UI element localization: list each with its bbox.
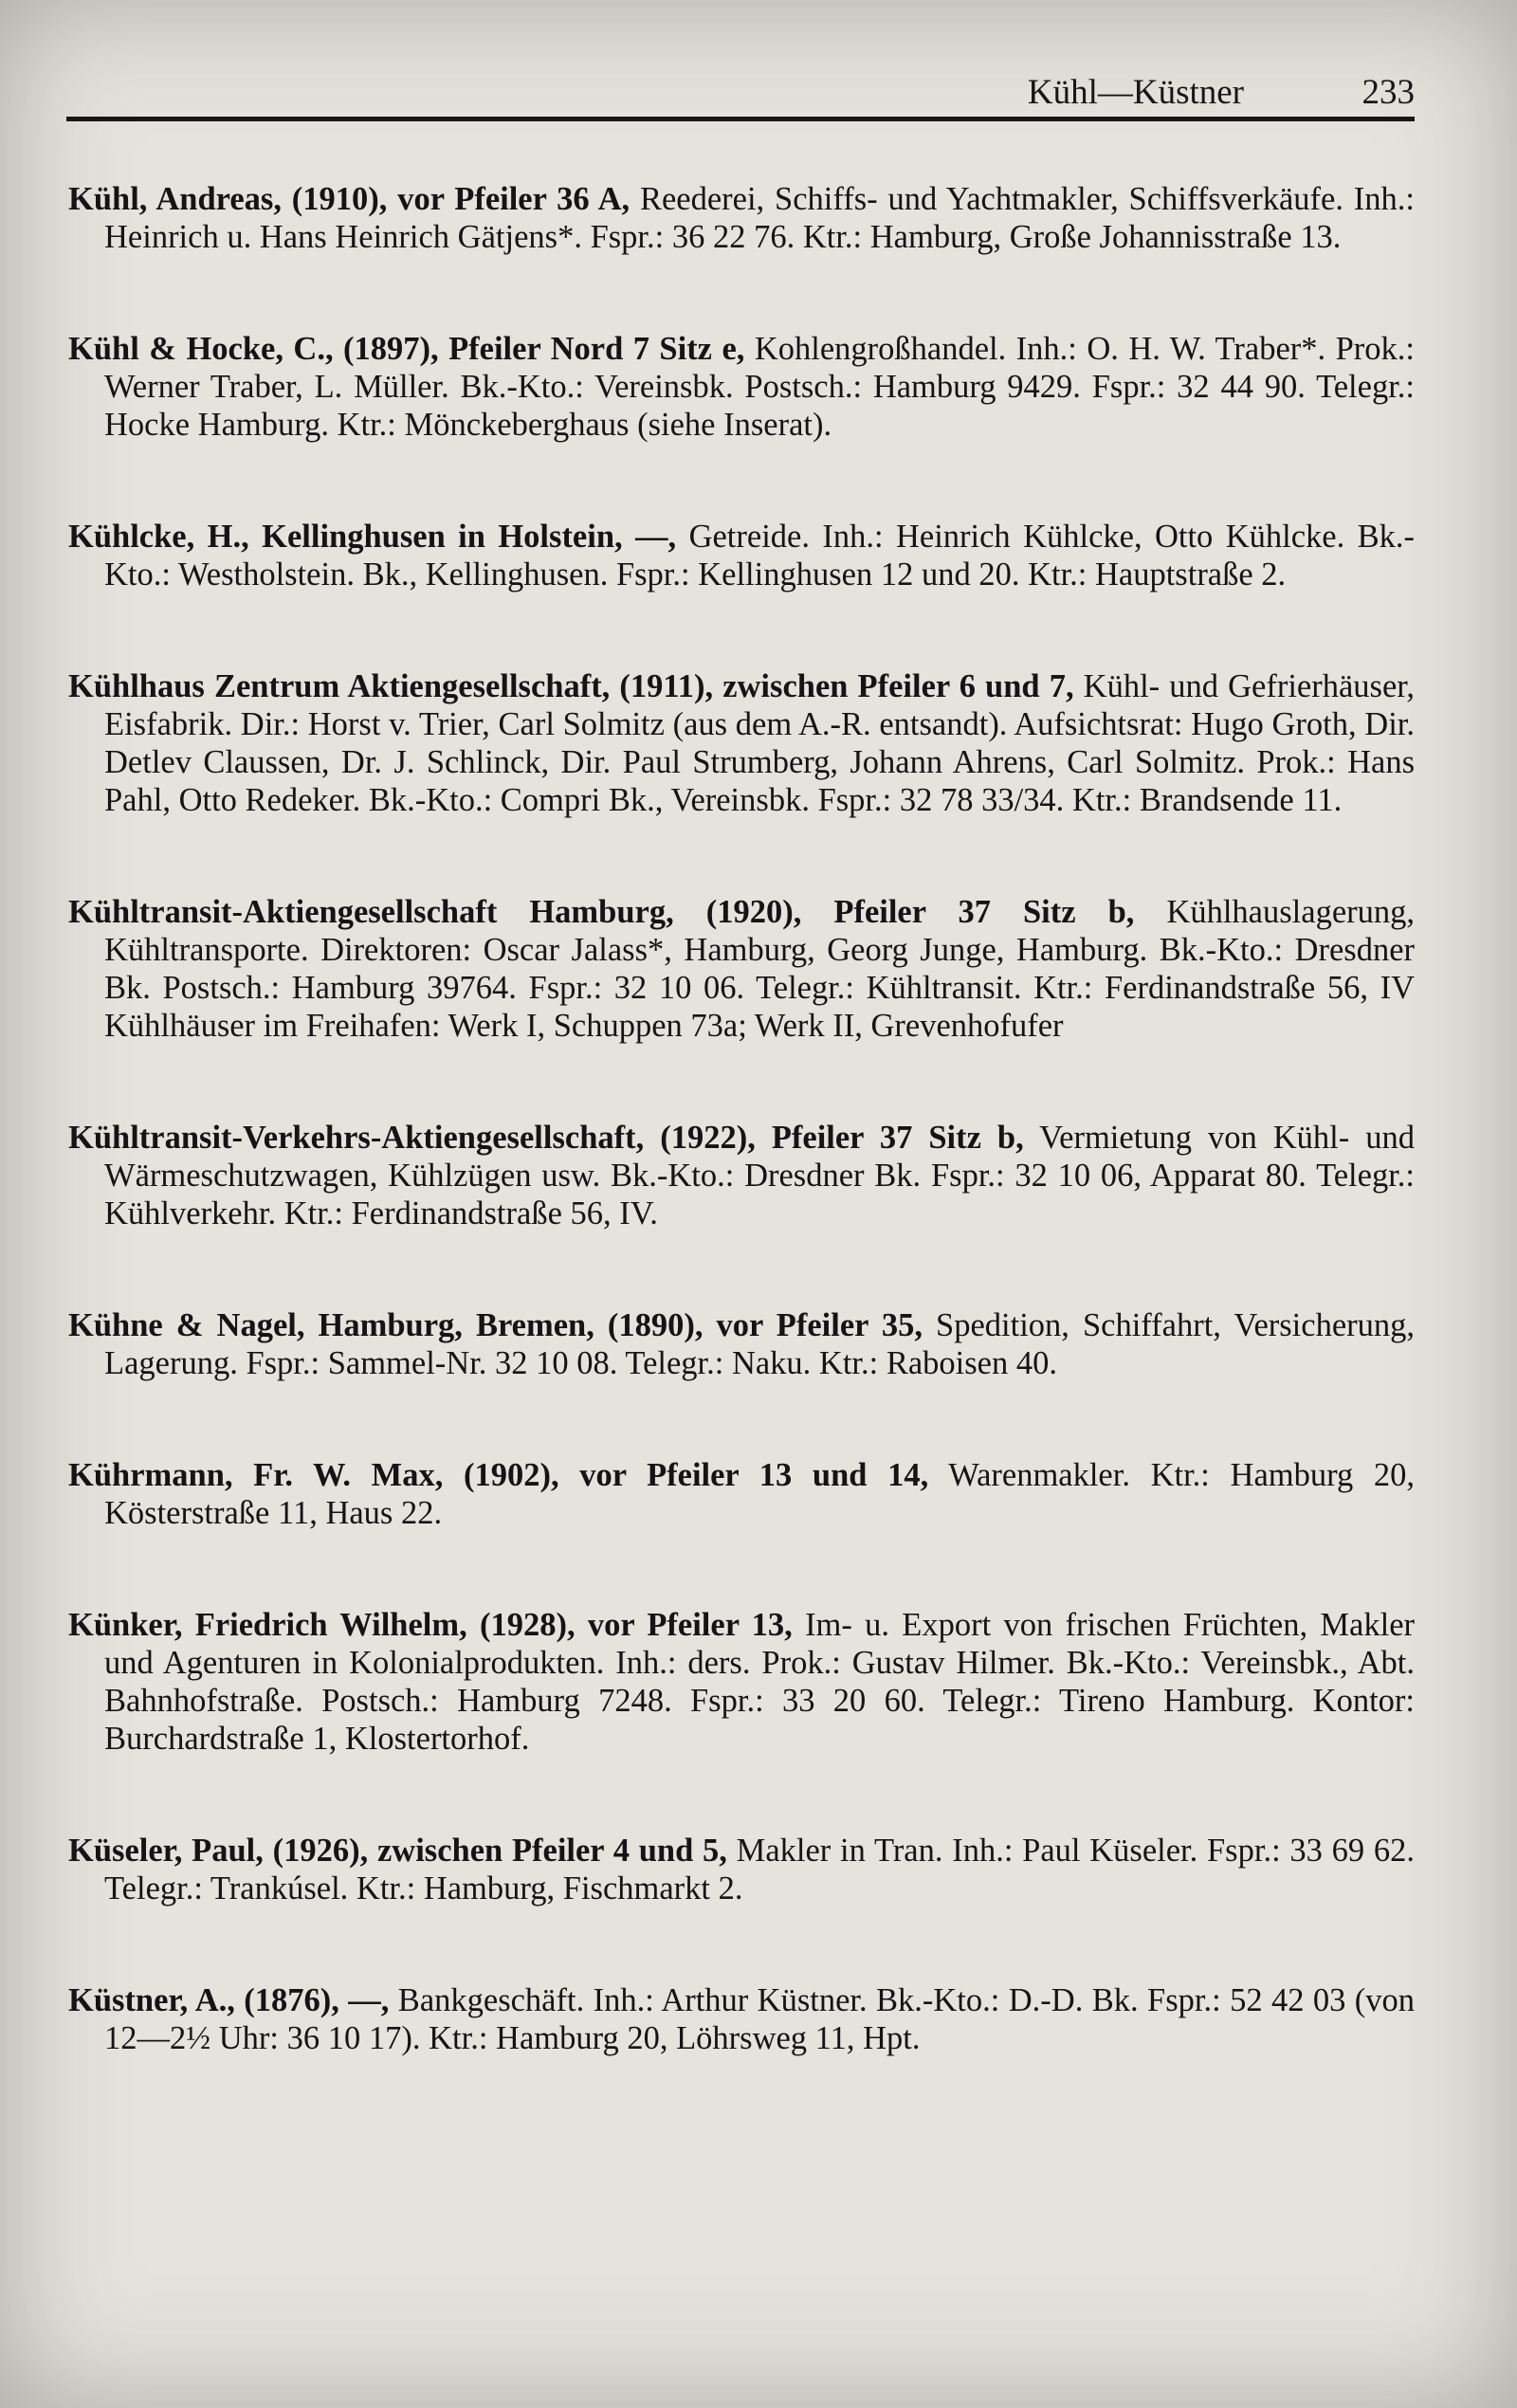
- entry-lead: Kühltransit-Aktiengesellschaft Hamburg, (1920), Pfeiler 37 Sitz b,: [68, 894, 1135, 930]
- entry-text: Bankgeschäft. Inh.: Arthur Küstner. Bk.-Kto.: D.-D. Bk. Fspr.: 52 42 03 (von 12—2½ Uhr: 36 10 17). Ktr.: Hamburg 20, Löhrsweg 11, Hpt.: [104, 1982, 1416, 2056]
- entry-lead: Kühlhaus Zentrum Aktiengesellschaft, (1911), zwischen Pfeiler 6 und 7,: [68, 668, 1074, 704]
- entry-text: Getreide. Inh.: Heinrich Kühlcke, Otto Kühlcke. Bk.-Kto.: Westholstein. Bk., Kellinghusen. Fspr.: Kellinghusen 12 und 20. Ktr.: Hauptstraße 2.: [104, 519, 1415, 593]
- directory-entry: [68, 1119, 1415, 1232]
- page-header: [66, 61, 1415, 121]
- directory-entry: [68, 330, 1415, 444]
- entry-lead: Künker, Friedrich Wilhelm, (1928), vor Pfeiler 13,: [68, 1607, 793, 1643]
- directory-entry: [68, 518, 1415, 593]
- directory-entry: [68, 1456, 1415, 1532]
- directory-entry: [68, 1832, 1415, 1907]
- entry-text: Reederei, Schiffs- und Yachtmakler, Schiffsverkäufe. Inh.: Heinrich u. Hans Heinrich Gätjens*. Fspr.: 36 22 76. Ktr.: Hamburg, Große Johannisstraße 13.: [104, 181, 1415, 255]
- entry-text: Spedition, Schiffahrt, Versicherung, Lagerung. Fspr.: Sammel-Nr. 32 10 08. Telegr.: Naku. Ktr.: Raboisen 40.: [104, 1307, 1415, 1381]
- entry-text: Warenmakler. Ktr.: Hamburg 20, Kösterstraße 11, Haus 22.: [104, 1457, 1415, 1531]
- entry-lead: Kühl & Hocke, C., (1897), Pfeiler Nord 7 Sitz e,: [68, 331, 745, 367]
- entry-text: Kühlhauslagerung, Kühltransporte. Direktoren: Oscar Jalass*, Hamburg, Georg Junge, Hamburg. Bk.-Kto.: Dresdner Bk. Postsch.: Hamburg 39764. Fspr.: 32 10 06. Telegr.: Kühltransit. Ktr.: Ferdinandstraße 56, IV Kühlhäuser im Freihafen: Werk I, Schuppen 73a; Werk II, Grevenhofufer: [104, 894, 1415, 1044]
- directory-entry: [68, 1981, 1415, 2057]
- entry-lead: Küstner, A., (1876), —,: [68, 1982, 390, 2018]
- entry-text: Kühl- und Gefrierhäuser, Eisfabrik. Dir.: Horst v. Trier, Carl Solmitz (aus dem A.-R. entsandt). Aufsichtsrat: Hugo Groth, Dir. Detlev Claussen, Dr. J. Schlinck, Dir. Paul Strumberg, Johann Ahrens, Carl Solmitz. Prok.: Hans Pahl, Otto Redeker. Bk.-Kto.: Compri Bk., Vereinsbk. Fspr.: 32 78 33/34. Ktr.: Brandsende 11.: [104, 668, 1415, 818]
- header-rule: [66, 117, 1415, 121]
- entry-text: Kohlengroßhandel. Inh.: O. H. W. Traber*. Prok.: Werner Traber, L. Müller. Bk.-Kto.: Vereinsbk. Postsch.: Hamburg 9429. Fspr.: 32 44 90. Telegr.: Hocke Hamburg. Ktr.: Mönckeberghaus (siehe Inserat).: [104, 331, 1415, 443]
- entry-text: Vermietung von Kühl- und Wärmeschutzwagen, Kühlzügen usw. Bk.-Kto.: Dresdner Bk. Fspr.: 32 10 06, Apparat 80. Telegr.: Kühlverkehr. Ktr.: Ferdinandstraße 56, IV.: [104, 1120, 1415, 1231]
- directory-entry: [68, 1306, 1415, 1382]
- entry-lead: Kühl, Andreas, (1910), vor Pfeiler 36 A,: [68, 181, 631, 217]
- directory-entry: [68, 1606, 1415, 1758]
- directory-entry: [68, 667, 1415, 819]
- entry-lead: Kühltransit-Verkehrs-Aktiengesellschaft, (1922), Pfeiler 37 Sitz b,: [68, 1120, 1024, 1156]
- entry-lead: Küseler, Paul, (1926), zwischen Pfeiler 4 und 5,: [68, 1833, 727, 1869]
- entry-lead: Kührmann, Fr. W. Max, (1902), vor Pfeiler 13 und 14,: [68, 1457, 929, 1493]
- entry-lead: Kühlcke, H., Kellinghusen in Holstein, —,: [68, 519, 677, 555]
- entry-text: Makler in Tran. Inh.: Paul Küseler. Fspr.: 33 69 62. Telegr.: Trankúsel. Ktr.: Hamburg, Fischmarkt 2.: [104, 1833, 1415, 1906]
- running-head: Kühl—Küstner: [1027, 73, 1244, 112]
- page-number: 233: [1362, 73, 1415, 112]
- directory-entry: [68, 180, 1415, 256]
- directory-entry: [68, 893, 1415, 1045]
- entry-text: Im- u. Export von frischen Früchten, Makler und Agenturen in Kolonialprodukten. Inh.: ders. Prok.: Gustav Hilmer. Bk.-Kto.: Vereinsbk., Abt. Bahnhofstraße. Postsch.: Hamburg 7248. Fspr.: 33 20 60. Telegr.: Tireno Hamburg. Kontor: Burchardstraße 1, Klostertorhof.: [104, 1607, 1415, 1757]
- directory-entries: [68, 180, 1415, 2057]
- entry-lead: Kühne & Nagel, Hamburg, Bremen, (1890), vor Pfeiler 35,: [68, 1307, 923, 1343]
